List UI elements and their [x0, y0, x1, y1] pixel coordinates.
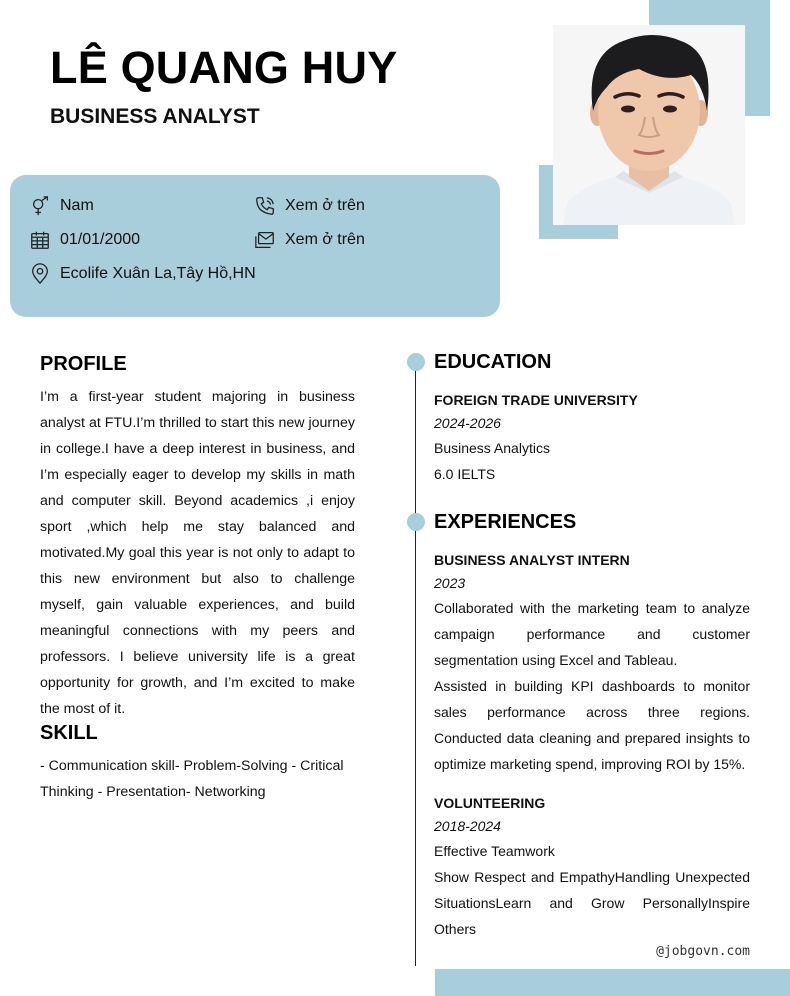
contact-dob: [29, 229, 140, 251]
education-heading: EDUCATION: [434, 351, 552, 373]
education-dot: [407, 353, 425, 371]
gender-value: Nam: [60, 197, 94, 214]
email-value: Xem ở trên: [285, 231, 365, 248]
skill-text: - Communication skill- Problem-Solving - Critical Thinking - Presentation- Networking: [40, 758, 344, 800]
skill-heading: SKILL: [40, 722, 98, 744]
portrait-image: [553, 25, 745, 225]
candidate-name: LÊ QUANG HUY: [50, 42, 398, 93]
timeline-line: [415, 362, 416, 966]
profile-heading: PROFILE: [40, 353, 127, 375]
watermark: @jobgovn.com: [656, 944, 750, 959]
candidate-title: BUSINESS ANALYST: [50, 105, 260, 128]
footer-bar: [435, 969, 790, 996]
phone-icon: [254, 195, 276, 217]
contact-address: [29, 263, 256, 285]
job-year: 2023: [434, 575, 466, 591]
address-value: Ecolife Xuân La,Tây Hồ,HN: [60, 265, 256, 282]
contact-phone: [254, 195, 365, 217]
experiences-heading: EXPERIENCES: [434, 511, 577, 533]
profile-photo: [553, 25, 745, 225]
volunteering-period: 2018-2024: [434, 818, 501, 834]
job-title: BUSINESS ANALYST INTERN: [434, 552, 630, 568]
contact-email: [254, 229, 365, 251]
volunteering-title: VOLUNTEERING: [434, 795, 546, 811]
dob-value: 01/01/2000: [60, 231, 141, 248]
job-description-2: Assisted in building KPI dashboards to monitor sales performance across three regions. Conducted data cleaning and prepared insights to optimize marketing spend, improving ROI by 15%.: [434, 678, 750, 772]
volunteering-line-2: Show Respect and EmpathyHandling Unexpected SituationsLearn and Grow PersonallyInspire Others: [434, 869, 750, 937]
job-description-1: Collaborated with the marketing team to analyze campaign performance and customer segmentation using Excel and Tableau.: [434, 600, 750, 668]
location-icon: [29, 263, 51, 285]
gender-icon: [29, 195, 51, 217]
phone-value: Xem ở trên: [285, 197, 365, 214]
education-period: 2024-2026: [434, 415, 501, 431]
profile-text: I’m a first-year student majoring in business analyst at FTU.I’m thrilled to start this new journey in college.I have a deep interest in business, and I’m especially eager to develop my skills in math and computer skill. Beyond academics ,i enjoy sport ,which help me stay balanced and motivated.My goal this year is not only to adapt to this new environment but also to challenge myself, gain valuable experiences, and build meaningful connections with my peers and professors. I believe university life is a great opportunity for growth, and I’m excited to make the most of it.: [40, 389, 355, 717]
education-major: Business Analytics: [434, 440, 550, 456]
contact-gender: [29, 195, 94, 217]
contact-panel: [10, 175, 500, 317]
education-school: FOREIGN TRADE UNIVERSITY: [434, 392, 638, 408]
top-right-frame-side: [745, 0, 770, 116]
mail-icon: [254, 229, 276, 251]
volunteering-line-1: Effective Teamwork: [434, 843, 555, 859]
bottom-left-frame-bar: [539, 225, 618, 239]
calendar-icon: [29, 229, 51, 251]
education-score: 6.0 IELTS: [434, 466, 496, 482]
experiences-dot: [407, 513, 425, 531]
